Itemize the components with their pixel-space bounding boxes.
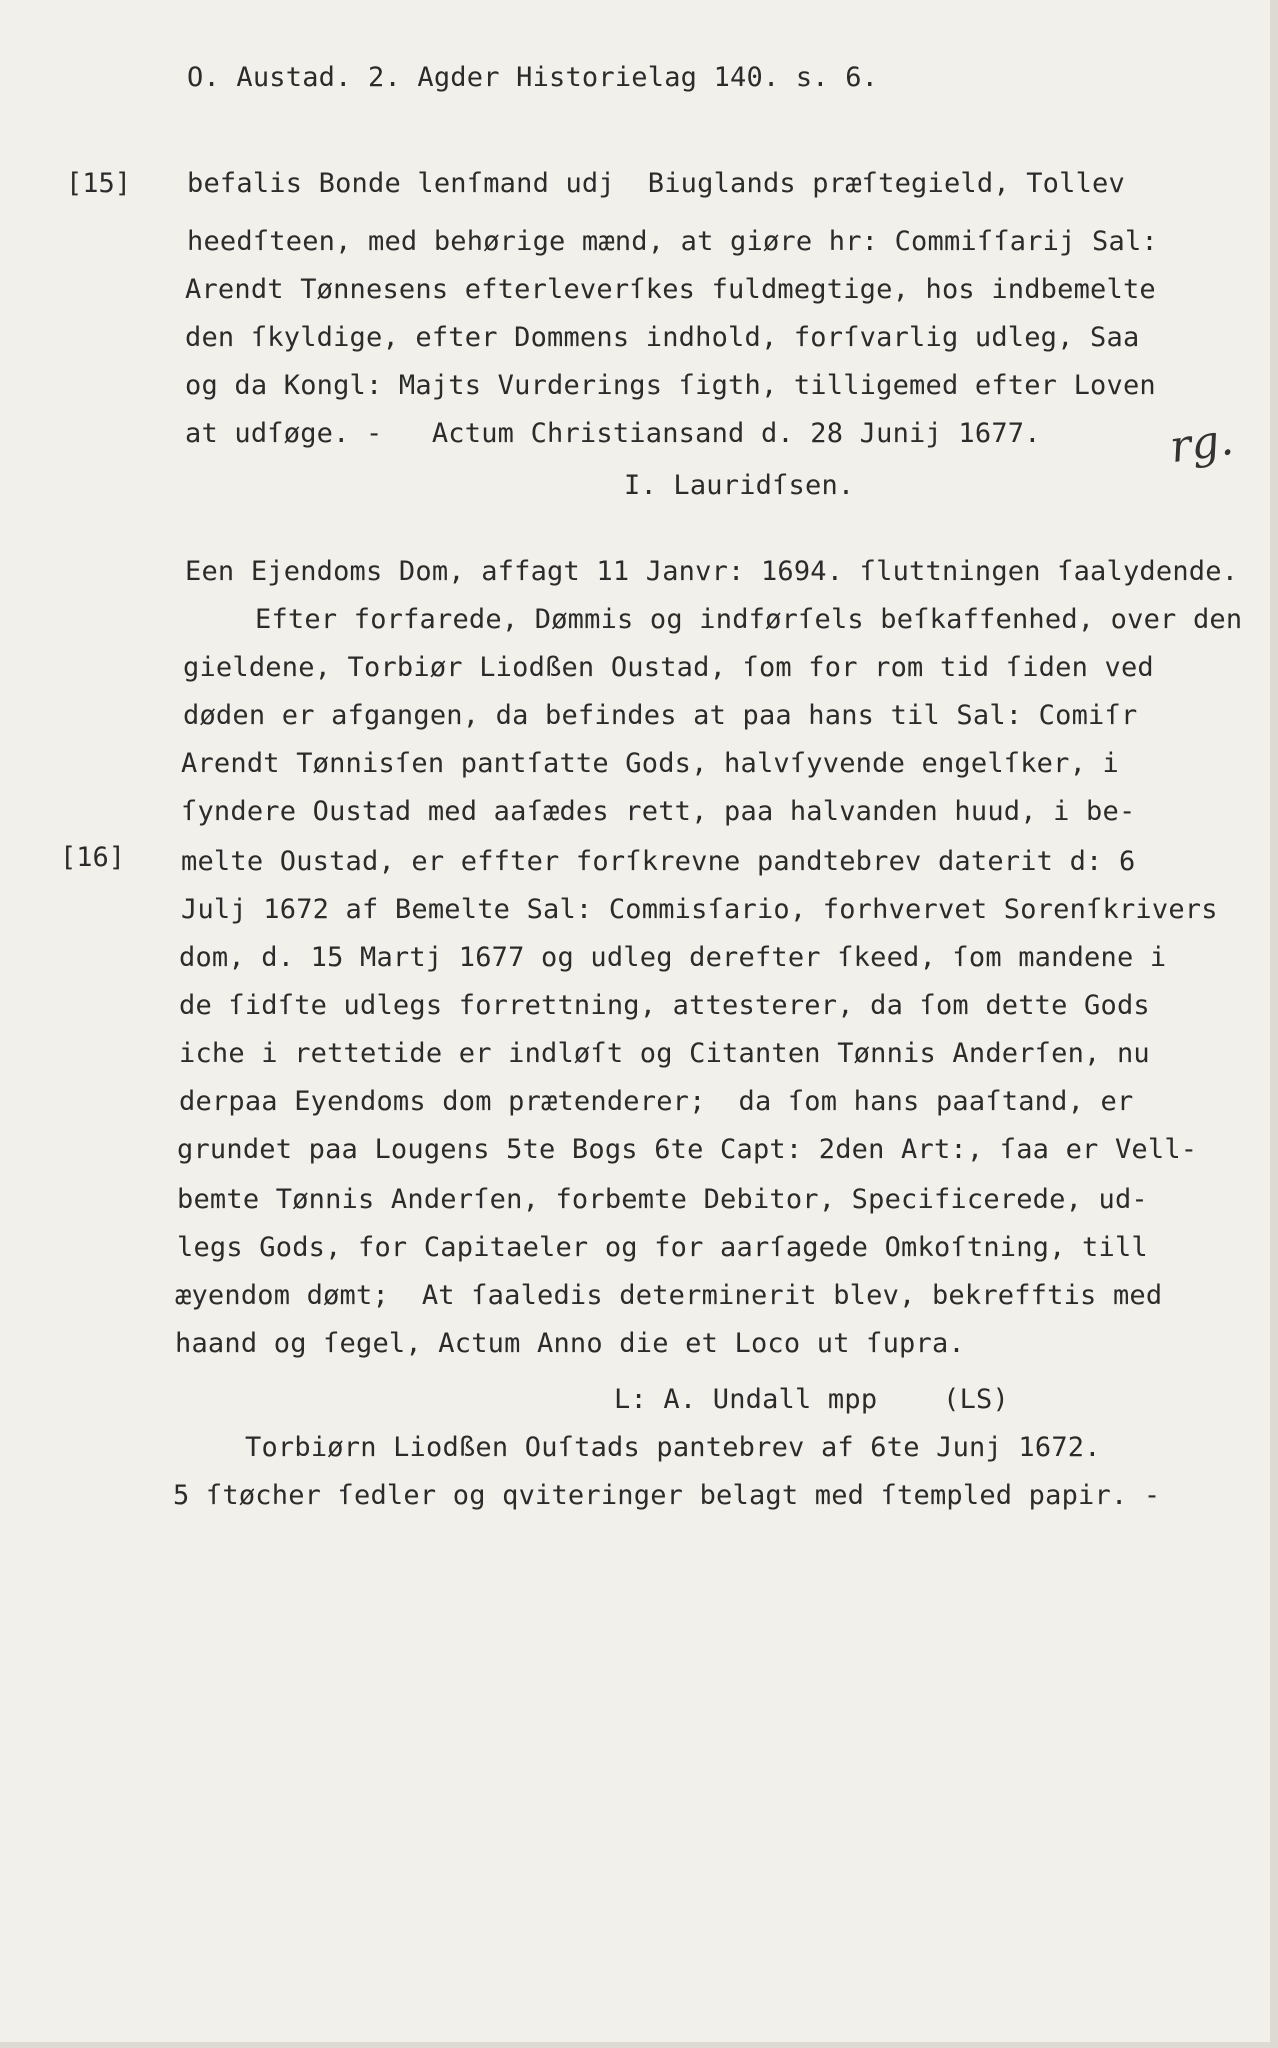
text-line: døden er afgangen, da befindes at paa hans til Sal: Comiſr: [183, 700, 1138, 731]
text-line: melte Oustad, er effter forſkrevne pandtebrev daterit d: 6: [181, 846, 1136, 877]
text-line: Een Ejendoms Dom, affagt 11 Janvr: 1694. ſluttningen ſaalydende.: [185, 556, 1239, 587]
text-line: haand og ſegel, Actum Anno die et Loco ut ſupra.: [175, 1328, 965, 1359]
text-line: iche i rettetide er indløſt og Citanten Tønnis Anderſen, nu: [179, 1038, 1150, 1069]
signature-line: I. Lauridſsen.: [624, 470, 855, 501]
text-line: at udſøge. - Actum Christiansand d. 28 Junij 1677.: [185, 418, 1041, 449]
text-line: Arendt Tønnisſen pantſatte Gods, halvſyvende engelſker, i: [181, 748, 1119, 779]
text-line: Arendt Tønnesens efterleverſkes fuldmegtige, hos indbemelte: [185, 274, 1156, 305]
text-line: og da Kongl: Majts Vurderings ſigth, tilligemed efter Loven: [185, 370, 1156, 401]
text-line: Torbiørn Liodßen Ouſtads pantebrev af 6te Junj 1672.: [245, 1432, 1101, 1463]
text-line: gieldene, Torbiør Liodßen Oustad, ſom for rom tid ſiden ved: [183, 652, 1154, 683]
text-line: ſyndere Oustad med aaſædes rett, paa halvanden huud, i be-: [181, 796, 1136, 827]
text-line: Efter forfarede, Dømmis og indførſels beſkaffenhed, over den: [255, 604, 1243, 635]
text-line: derpaa Eyendoms dom prætenderer; da ſom hans paaſtand, er: [179, 1086, 1134, 1117]
signature-line: L: A. Undall mpp (LS): [614, 1384, 1009, 1415]
text-line: æyendom dømt; At ſaaledis determinerit blev, bekrefftis med: [175, 1280, 1163, 1311]
text-line: 5 ſtøcher ſedler og qviteringer belagt med ſtempled papir. -: [173, 1480, 1161, 1511]
text-line: Julj 1672 af Bemelte Sal: Commisſario, forhvervet Sorenſkrivers: [181, 894, 1218, 925]
section-marker-16: [16]: [60, 842, 126, 873]
text-line: de ſidſte udlegs forrettning, attesterer, da ſom dette Gods: [179, 990, 1150, 1021]
text-line: dom, d. 15 Martj 1677 og udleg derefter ſkeed, ſom mandene i: [179, 942, 1167, 973]
section-marker-15: [15]: [66, 168, 132, 199]
text-line: bemte Tønnis Anderſen, forbemte Debitor, Specificerede, ud-: [177, 1184, 1148, 1215]
handwritten-note: rg.: [1166, 413, 1237, 474]
text-line: grundet paa Lougens 5te Bogs 6te Capt: 2den Art:, ſaa er Vell-: [177, 1134, 1198, 1165]
page-header: O. Austad. 2. Agder Historielag 140. s. 6.: [187, 62, 879, 93]
page-edge: [1270, 0, 1278, 2048]
text-line: heedſteen, med behørige mænd, at giøre hr: Commiſſarij Sal:: [187, 226, 1158, 257]
page-bottom-edge: [0, 2042, 1278, 2048]
text-line: den ſkyldige, efter Dommens indhold, forſvarlig udleg, Saa: [185, 322, 1140, 353]
text-line: befalis Bonde lenſmand udj Biuglands præſtegield, Tollev: [187, 168, 1125, 199]
text-line: legs Gods, for Capitaeler og for aarſagede Omkoſtning, till: [177, 1232, 1148, 1263]
